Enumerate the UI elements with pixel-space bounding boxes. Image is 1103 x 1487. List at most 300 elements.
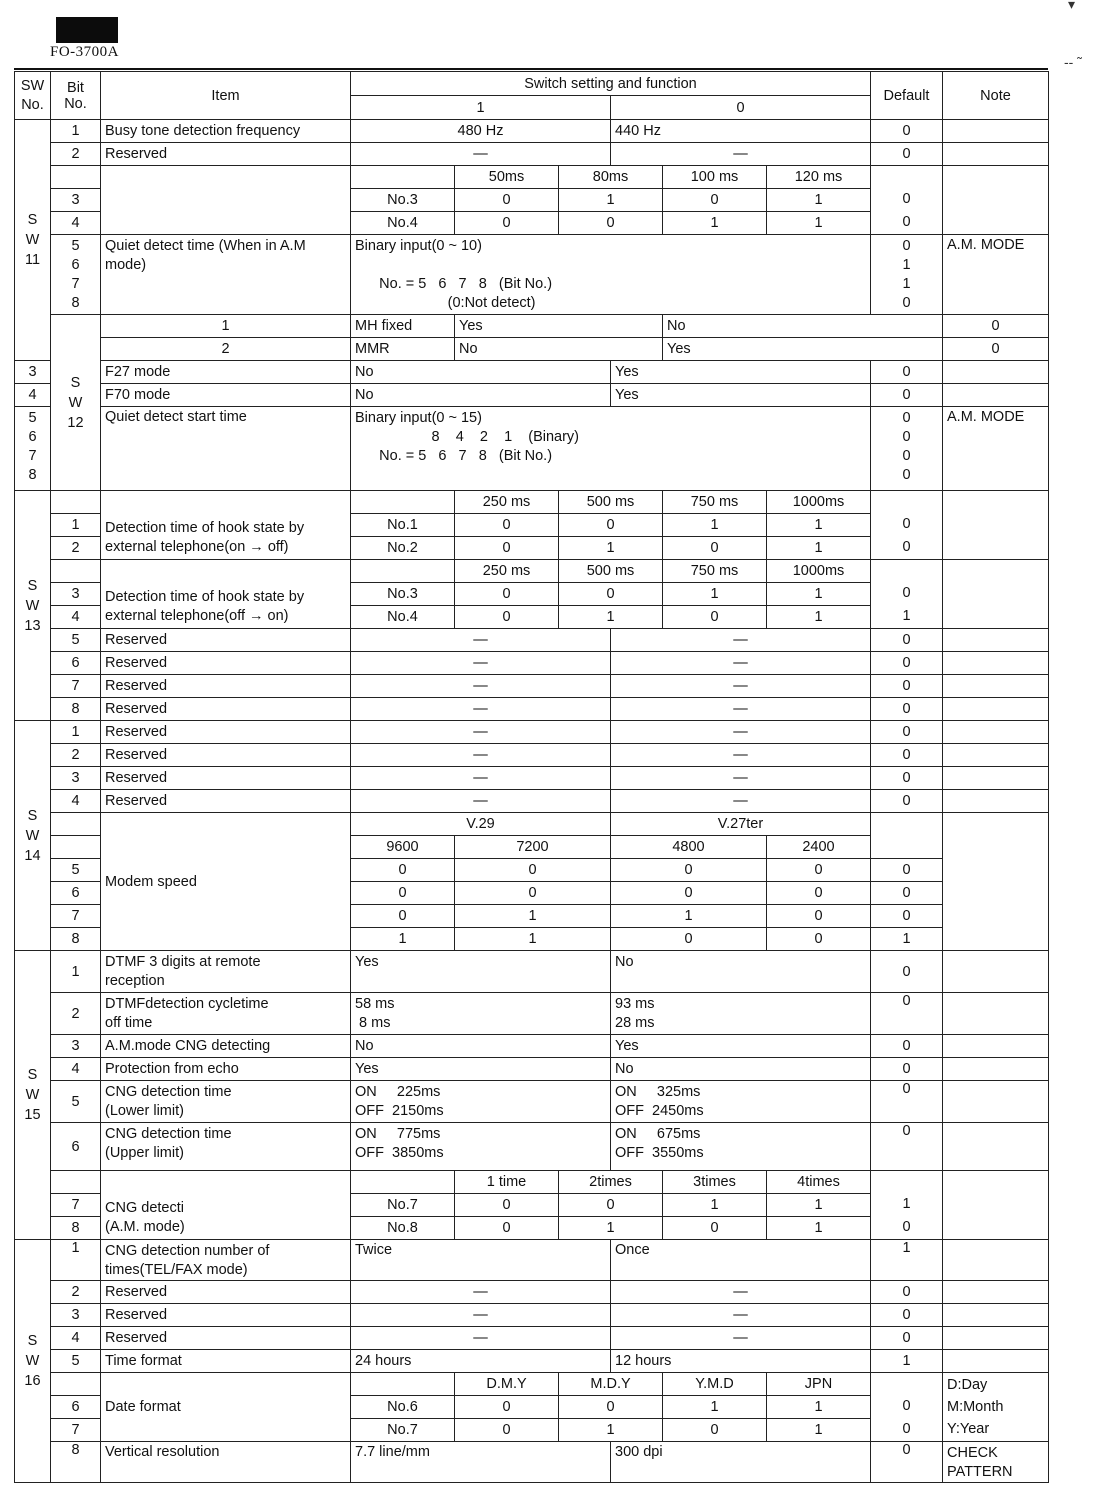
value-1: 58 ms 8 ms bbox=[351, 993, 611, 1035]
note: CHECK PATTERN bbox=[943, 1442, 1049, 1483]
note bbox=[943, 1373, 1049, 1442]
default-value: 0 bbox=[871, 120, 943, 143]
table-row bbox=[15, 1350, 1049, 1373]
note bbox=[943, 652, 1049, 675]
value-1: 7.7 line/mm bbox=[351, 1442, 611, 1483]
default-value: 0 bbox=[871, 993, 943, 1035]
default-value: 0 bbox=[871, 1304, 943, 1327]
value-1: Yes bbox=[351, 1058, 611, 1081]
bit-no: 8 bbox=[51, 1442, 101, 1483]
cell-value: 1 bbox=[767, 1217, 871, 1240]
bit-no: 2 bbox=[51, 537, 101, 560]
sw-label: S W 11 bbox=[15, 120, 51, 361]
scan-mark: -- ˜ bbox=[1064, 54, 1082, 70]
item-name: Reserved bbox=[101, 744, 351, 767]
value-1: No bbox=[351, 361, 611, 384]
item-name: DTMFdetection cycletime off time bbox=[101, 993, 351, 1035]
cell-value: 0 bbox=[767, 882, 871, 905]
cell-value: 1 bbox=[767, 583, 871, 606]
bit-no: 5 bbox=[51, 859, 101, 882]
note bbox=[943, 790, 1049, 813]
default-value bbox=[871, 813, 943, 859]
sub-header: 80ms bbox=[559, 166, 663, 189]
note: A.M. MODE bbox=[943, 407, 1049, 491]
header-rule bbox=[14, 68, 1048, 70]
value-1: ON 775ms OFF 3850ms bbox=[351, 1123, 611, 1171]
dip-switch-table bbox=[14, 71, 1049, 1483]
item-name: Busy tone detection frequency bbox=[101, 120, 351, 143]
note: A.M. MODE bbox=[943, 235, 1049, 315]
value-0: 12 hours bbox=[611, 1350, 871, 1373]
item-name: Detection time of hook state by external telephone(off → on) bbox=[101, 560, 351, 629]
bit-no: 1 bbox=[51, 514, 101, 537]
item-name: Protection from echo bbox=[101, 1058, 351, 1081]
default-value: 0 bbox=[902, 191, 911, 207]
default-value: 0 bbox=[871, 859, 943, 882]
default-value: 0 bbox=[871, 905, 943, 928]
cell-value: 1 bbox=[559, 606, 663, 629]
cell-value: 0 bbox=[455, 1194, 559, 1217]
default-value: 0 bbox=[871, 767, 943, 790]
item-name: A.M.mode CNG detecting bbox=[101, 1035, 351, 1058]
default-value: 0 bbox=[871, 951, 943, 993]
col-item: Item bbox=[101, 72, 351, 120]
value-1: Twice bbox=[351, 1240, 611, 1281]
item-name: Time format bbox=[101, 1350, 351, 1373]
table-row bbox=[15, 361, 1049, 384]
default-value: 0 bbox=[871, 361, 943, 384]
item-name: Reserved bbox=[101, 790, 351, 813]
note bbox=[943, 166, 1049, 235]
modem-v29-header: V.29 bbox=[351, 813, 611, 836]
cell-value: 1 bbox=[663, 514, 767, 537]
bit-no: 8 bbox=[51, 1217, 101, 1240]
bit-no: 6 bbox=[51, 1123, 101, 1171]
header-black-block bbox=[56, 17, 118, 43]
item-name: Date format bbox=[101, 1373, 351, 1442]
bit-no: 5 bbox=[51, 1350, 101, 1373]
cell-value: 1 bbox=[767, 537, 871, 560]
table-row bbox=[15, 629, 1049, 652]
value-0: — bbox=[611, 652, 871, 675]
cell-value: 0 bbox=[455, 189, 559, 212]
note bbox=[943, 1304, 1049, 1327]
table-row bbox=[15, 407, 1049, 491]
note bbox=[943, 629, 1049, 652]
value-1: — bbox=[351, 767, 611, 790]
cell-value: 0 bbox=[455, 583, 559, 606]
default-value: 1 bbox=[902, 1196, 911, 1212]
item-name: CNG detection time (Upper limit) bbox=[101, 1123, 351, 1171]
function-description: Binary input(0 ~ 10) No. = 5 6 7 8 (Bit No.) (0:Not detect) bbox=[351, 235, 871, 315]
cell-value: 1 bbox=[663, 1194, 767, 1217]
default-value: 0 bbox=[902, 1398, 911, 1414]
note bbox=[943, 1123, 1049, 1171]
value-0: — bbox=[611, 767, 871, 790]
cell-value: 1 bbox=[559, 537, 663, 560]
sub-header: 750 ms bbox=[663, 491, 767, 514]
bit-no: 3 bbox=[51, 1035, 101, 1058]
note bbox=[943, 1281, 1049, 1304]
default-value: 0 bbox=[902, 1421, 911, 1437]
sub-header: 3times bbox=[663, 1171, 767, 1194]
sub-header: 1000ms bbox=[767, 491, 871, 514]
default-value: 0 bbox=[943, 315, 1049, 338]
sub-header: 500 ms bbox=[559, 491, 663, 514]
bit-no: 3 bbox=[51, 583, 101, 606]
default-value: 0 bbox=[871, 698, 943, 721]
value-0: Once bbox=[611, 1240, 871, 1281]
sw-label: S W 13 bbox=[15, 491, 51, 721]
bit-no: 7 bbox=[51, 675, 101, 698]
cell-value: 0 bbox=[611, 859, 767, 882]
cell-value: 0 bbox=[767, 905, 871, 928]
table-row bbox=[15, 1373, 1049, 1396]
cell-value: 0 bbox=[663, 1419, 767, 1442]
item-name: Quiet detect start time bbox=[101, 407, 351, 491]
default-value: 0 bbox=[871, 882, 943, 905]
item-name: MH fixed bbox=[351, 315, 455, 338]
sub-header: M.D.Y bbox=[559, 1373, 663, 1396]
default-value bbox=[871, 560, 943, 629]
sub-label: No.2 bbox=[351, 537, 455, 560]
table-row bbox=[15, 143, 1049, 166]
default-value: 0 bbox=[871, 790, 943, 813]
default-value: 0 bbox=[871, 1035, 943, 1058]
value-1: — bbox=[351, 721, 611, 744]
sub-header: 750 ms bbox=[663, 560, 767, 583]
cell-value: 0 bbox=[611, 928, 767, 951]
value-0: — bbox=[611, 698, 871, 721]
note bbox=[943, 1058, 1049, 1081]
sub-label: No.3 bbox=[351, 189, 455, 212]
modem-v27-header: V.27ter bbox=[611, 813, 871, 836]
note bbox=[943, 1171, 1049, 1240]
default-value: 0 bbox=[871, 1442, 943, 1483]
sub-label: No.1 bbox=[351, 514, 455, 537]
table-row bbox=[15, 698, 1049, 721]
bit-no: 3 bbox=[51, 767, 101, 790]
sub-header-blank bbox=[351, 1171, 455, 1194]
value-1: — bbox=[351, 698, 611, 721]
col-switch-setting: Switch setting and function bbox=[351, 72, 871, 96]
bit-no bbox=[51, 1171, 101, 1194]
table-row bbox=[15, 560, 1049, 583]
bit-no: 6 bbox=[51, 652, 101, 675]
sw-label: S W 15 bbox=[15, 951, 51, 1240]
sub-header: 120 ms bbox=[767, 166, 871, 189]
bit-no: 2 bbox=[51, 1281, 101, 1304]
item-name: MMR bbox=[351, 338, 455, 361]
value-1: — bbox=[351, 652, 611, 675]
cell-value: 1 bbox=[767, 1419, 871, 1442]
bit-no: 8 bbox=[51, 928, 101, 951]
value-1: — bbox=[351, 629, 611, 652]
default-value: 0 bbox=[871, 675, 943, 698]
note bbox=[943, 721, 1049, 744]
value-1: No bbox=[455, 338, 663, 361]
bit-no: 4 bbox=[51, 1058, 101, 1081]
default-value: 0 bbox=[871, 1123, 943, 1171]
table-row bbox=[15, 1171, 1049, 1194]
item-name: Detection time of hook state by external telephone(on → off) bbox=[101, 491, 351, 560]
table-row bbox=[15, 813, 1049, 836]
note bbox=[943, 143, 1049, 166]
cell-value: 0 bbox=[455, 882, 611, 905]
item-name: Reserved bbox=[101, 1327, 351, 1350]
cell-value: 0 bbox=[663, 1217, 767, 1240]
bit-no bbox=[51, 1373, 101, 1396]
default-value: 0 bbox=[871, 1327, 943, 1350]
table-row bbox=[15, 235, 1049, 315]
sw-label: S W 14 bbox=[15, 721, 51, 951]
value-0: — bbox=[611, 790, 871, 813]
bit-no bbox=[51, 836, 101, 859]
sub-label: No.8 bbox=[351, 1217, 455, 1240]
value-0: — bbox=[611, 1304, 871, 1327]
table-row bbox=[15, 1327, 1049, 1350]
item-name: Reserved bbox=[101, 721, 351, 744]
table-row bbox=[15, 744, 1049, 767]
sub-header: 1000ms bbox=[767, 560, 871, 583]
value-1: 24 hours bbox=[351, 1350, 611, 1373]
value-1: — bbox=[351, 1281, 611, 1304]
value-0: — bbox=[611, 721, 871, 744]
item-name: CNG detection time (Lower limit) bbox=[101, 1081, 351, 1123]
bit-no: 6 bbox=[51, 882, 101, 905]
table-row bbox=[15, 384, 1049, 407]
item-name: Reserved bbox=[101, 143, 351, 166]
bit-no bbox=[51, 560, 101, 583]
cell-value: 1 bbox=[767, 212, 871, 235]
default-value: 0 bbox=[871, 744, 943, 767]
table-row bbox=[15, 1442, 1049, 1483]
cell-value: 1 bbox=[767, 1194, 871, 1217]
speed-header: 9600 bbox=[351, 836, 455, 859]
speed-header: 7200 bbox=[455, 836, 611, 859]
bit-no: 3 bbox=[51, 189, 101, 212]
cell-value: 0 bbox=[767, 928, 871, 951]
item-name: Vertical resolution bbox=[101, 1442, 351, 1483]
value-0: No bbox=[663, 315, 943, 338]
default-value: 0 bbox=[902, 214, 911, 230]
table-row bbox=[15, 338, 1049, 361]
bit-no: 1 bbox=[101, 315, 351, 338]
col-note: Note bbox=[943, 72, 1049, 120]
default-value: 0 bbox=[871, 1281, 943, 1304]
default-value: 0 bbox=[902, 585, 911, 601]
note bbox=[943, 384, 1049, 407]
cell-value: 0 bbox=[455, 514, 559, 537]
note bbox=[943, 993, 1049, 1035]
item-name: Reserved bbox=[101, 698, 351, 721]
value-0: — bbox=[611, 629, 871, 652]
function-description: Binary input(0 ~ 15) 8 4 2 1 (Binary) No. = 5 6 7 8 (Bit No.) bbox=[351, 407, 871, 491]
cell-value: 0 bbox=[663, 537, 767, 560]
cell-value: 1 bbox=[767, 514, 871, 537]
value-0: Yes bbox=[611, 384, 871, 407]
sub-header: JPN bbox=[767, 1373, 871, 1396]
cell-value: 0 bbox=[455, 537, 559, 560]
cell-value: 1 bbox=[455, 905, 611, 928]
value-1: Yes bbox=[351, 951, 611, 993]
cell-value: 1 bbox=[767, 606, 871, 629]
cell-value: 0 bbox=[455, 859, 611, 882]
note bbox=[943, 1035, 1049, 1058]
sub-header: 500 ms bbox=[559, 560, 663, 583]
note bbox=[943, 813, 1049, 951]
value-0: — bbox=[611, 744, 871, 767]
sub-label: No.7 bbox=[351, 1419, 455, 1442]
note-line: M:Month bbox=[947, 1399, 1004, 1415]
table-row bbox=[15, 120, 1049, 143]
bit-no bbox=[51, 491, 101, 514]
sub-label: No.6 bbox=[351, 1396, 455, 1419]
value-0: — bbox=[611, 143, 871, 166]
default-value: 1 bbox=[871, 928, 943, 951]
value-0: 440 Hz bbox=[611, 120, 871, 143]
bit-no: 5 6 7 8 bbox=[51, 235, 101, 315]
table-row bbox=[15, 491, 1049, 514]
table-row bbox=[15, 1035, 1049, 1058]
value-1: — bbox=[351, 675, 611, 698]
speed-header: 4800 bbox=[611, 836, 767, 859]
default-value: 0 1 1 0 bbox=[871, 235, 943, 315]
bit-no: 5 bbox=[51, 629, 101, 652]
sw-label: S W 16 bbox=[15, 1240, 51, 1483]
item-name bbox=[101, 166, 351, 235]
cell-value: 1 bbox=[351, 928, 455, 951]
item-name: Reserved bbox=[101, 675, 351, 698]
value-1: — bbox=[351, 1304, 611, 1327]
cell-value: 0 bbox=[455, 1396, 559, 1419]
cell-value: 1 bbox=[767, 1396, 871, 1419]
note bbox=[943, 951, 1049, 993]
bit-no: 2 bbox=[51, 993, 101, 1035]
bit-no: 2 bbox=[51, 143, 101, 166]
default-value: 1 bbox=[902, 608, 911, 624]
default-value: 0 bbox=[902, 516, 911, 532]
default-value: 0 bbox=[871, 652, 943, 675]
item-name: Quiet detect time (When in A.M mode) bbox=[101, 235, 351, 315]
col-bit-no: Bit No. bbox=[51, 72, 101, 120]
default-value: 0 bbox=[871, 1058, 943, 1081]
table-row bbox=[15, 721, 1049, 744]
cell-value: 0 bbox=[663, 606, 767, 629]
sub-label: No.7 bbox=[351, 1194, 455, 1217]
default-value: 0 bbox=[871, 384, 943, 407]
sub-header: 2times bbox=[559, 1171, 663, 1194]
speed-header: 2400 bbox=[767, 836, 871, 859]
table-row bbox=[15, 315, 1049, 338]
note bbox=[943, 1240, 1049, 1281]
value-0: No bbox=[611, 951, 871, 993]
value-0: ON 675ms OFF 3550ms bbox=[611, 1123, 871, 1171]
cell-value: 0 bbox=[767, 859, 871, 882]
item-name: Reserved bbox=[101, 652, 351, 675]
col-value-1: 1 bbox=[351, 96, 611, 120]
table-row bbox=[15, 993, 1049, 1035]
item-name: F27 mode bbox=[101, 361, 351, 384]
bit-no: 7 bbox=[51, 1194, 101, 1217]
value-0: — bbox=[611, 1281, 871, 1304]
value-0: — bbox=[611, 675, 871, 698]
value-1: — bbox=[351, 143, 611, 166]
item-name: Modem speed bbox=[101, 813, 351, 951]
item-name: Reserved bbox=[101, 629, 351, 652]
bit-no: 1 bbox=[51, 951, 101, 993]
default-value bbox=[871, 491, 943, 560]
note bbox=[943, 361, 1049, 384]
default-value bbox=[871, 1373, 943, 1442]
sub-label: No.4 bbox=[351, 606, 455, 629]
cell-value: 1 bbox=[559, 189, 663, 212]
cell-value: 1 bbox=[455, 928, 611, 951]
sw-label: S W 12 bbox=[51, 315, 101, 491]
sub-header: 4times bbox=[767, 1171, 871, 1194]
model-number: FO-3700A bbox=[50, 44, 120, 60]
value-1: 480 Hz bbox=[351, 120, 611, 143]
bit-no: 7 bbox=[51, 1419, 101, 1442]
sub-header: 100 ms bbox=[663, 166, 767, 189]
note bbox=[943, 1081, 1049, 1123]
scan-mark: ▾ bbox=[1068, 0, 1076, 12]
cell-value: 0 bbox=[455, 212, 559, 235]
note bbox=[943, 675, 1049, 698]
note bbox=[943, 120, 1049, 143]
note bbox=[943, 491, 1049, 560]
table-row bbox=[15, 1123, 1049, 1171]
table-row bbox=[15, 652, 1049, 675]
col-value-0: 0 bbox=[611, 96, 871, 120]
item-name: CNG detection number of times(TEL/FAX mode) bbox=[101, 1240, 351, 1281]
default-value: 0 bbox=[943, 338, 1049, 361]
note-line: D:Day bbox=[947, 1377, 988, 1393]
note-line: Y:Year bbox=[947, 1421, 990, 1437]
value-0: ON 325ms OFF 2450ms bbox=[611, 1081, 871, 1123]
bit-no: 4 bbox=[15, 384, 51, 407]
cell-value: 0 bbox=[559, 1396, 663, 1419]
value-0: No bbox=[611, 1058, 871, 1081]
note bbox=[943, 1350, 1049, 1373]
sub-header: 250 ms bbox=[455, 560, 559, 583]
item-name: Reserved bbox=[101, 767, 351, 790]
value-0: — bbox=[611, 1327, 871, 1350]
cell-value: 0 bbox=[559, 212, 663, 235]
note bbox=[943, 1327, 1049, 1350]
value-0: Yes bbox=[663, 338, 943, 361]
default-value: 0 bbox=[871, 629, 943, 652]
table-row bbox=[15, 1240, 1049, 1281]
sub-header: Y.M.D bbox=[663, 1373, 767, 1396]
bit-no: 4 bbox=[51, 1327, 101, 1350]
value-1: Yes bbox=[455, 315, 663, 338]
value-1: No bbox=[351, 384, 611, 407]
bit-no: 4 bbox=[51, 606, 101, 629]
col-sw-no: SW No. bbox=[15, 72, 51, 120]
cell-value: 0 bbox=[455, 606, 559, 629]
cell-value: 0 bbox=[663, 189, 767, 212]
sub-header-blank bbox=[351, 1373, 455, 1396]
bit-no bbox=[51, 813, 101, 836]
item-name: DTMF 3 digits at remote reception bbox=[101, 951, 351, 993]
sub-header-blank bbox=[351, 491, 455, 514]
bit-no: 7 bbox=[51, 905, 101, 928]
value-1: — bbox=[351, 1327, 611, 1350]
cell-value: 1 bbox=[559, 1419, 663, 1442]
table-row bbox=[15, 1058, 1049, 1081]
bit-no bbox=[51, 166, 101, 189]
